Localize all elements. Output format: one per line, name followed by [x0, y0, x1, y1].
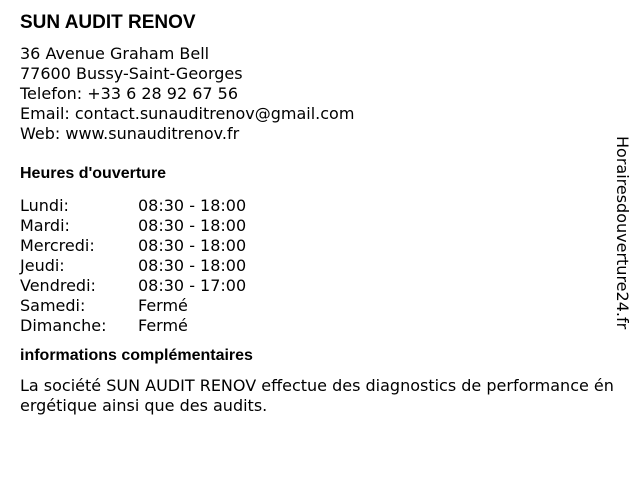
hours-row-tuesday: [20, 216, 620, 236]
phone-line: Telefon: +33 6 28 92 67 56: [20, 84, 239, 103]
address-city: 77600 Bussy-Saint-Georges: [20, 64, 243, 83]
day-label: Mercredi:: [20, 236, 95, 255]
day-label: Lundi:: [20, 196, 69, 215]
day-label: Samedi:: [20, 296, 86, 315]
time-value: 08:30 - 18:00: [138, 236, 247, 255]
site-watermark: Horairesdouverture24.fr: [613, 136, 632, 330]
contact-block: [20, 44, 620, 144]
time-value: Fermé: [138, 316, 188, 335]
time-value: Fermé: [138, 296, 188, 315]
day-label: Jeudi:: [20, 256, 65, 275]
time-value: 08:30 - 18:00: [138, 216, 247, 235]
web-line: Web: www.sunauditrenov.fr: [20, 124, 240, 143]
hours-row-sunday: [20, 316, 620, 336]
email-line: Email: contact.sunauditrenov@gmail.com: [20, 104, 355, 123]
opening-hours-table: [20, 196, 620, 336]
address-street: 36 Avenue Graham Bell: [20, 44, 210, 63]
day-label: Dimanche:: [20, 316, 107, 335]
time-value: 08:30 - 18:00: [138, 196, 247, 215]
hours-row-saturday: [20, 296, 620, 316]
business-description: La société SUN AUDIT RENOV effectue des diagnostics de performance énergétique ainsi que des audits.: [20, 376, 614, 415]
business-card: [20, 12, 620, 416]
hours-row-monday: [20, 196, 620, 216]
day-label: Mardi:: [20, 216, 70, 235]
company-name: SUN AUDIT RENOV: [20, 12, 196, 33]
day-label: Vendredi:: [20, 276, 96, 295]
hours-row-friday: [20, 276, 620, 296]
additional-info-title: informations complémentaires: [20, 347, 253, 364]
hours-row-wednesday: [20, 236, 620, 256]
opening-hours-title: Heures d'ouverture: [20, 165, 167, 182]
time-value: 08:30 - 17:00: [138, 276, 247, 295]
time-value: 08:30 - 18:00: [138, 256, 247, 275]
hours-row-thursday: [20, 256, 620, 276]
